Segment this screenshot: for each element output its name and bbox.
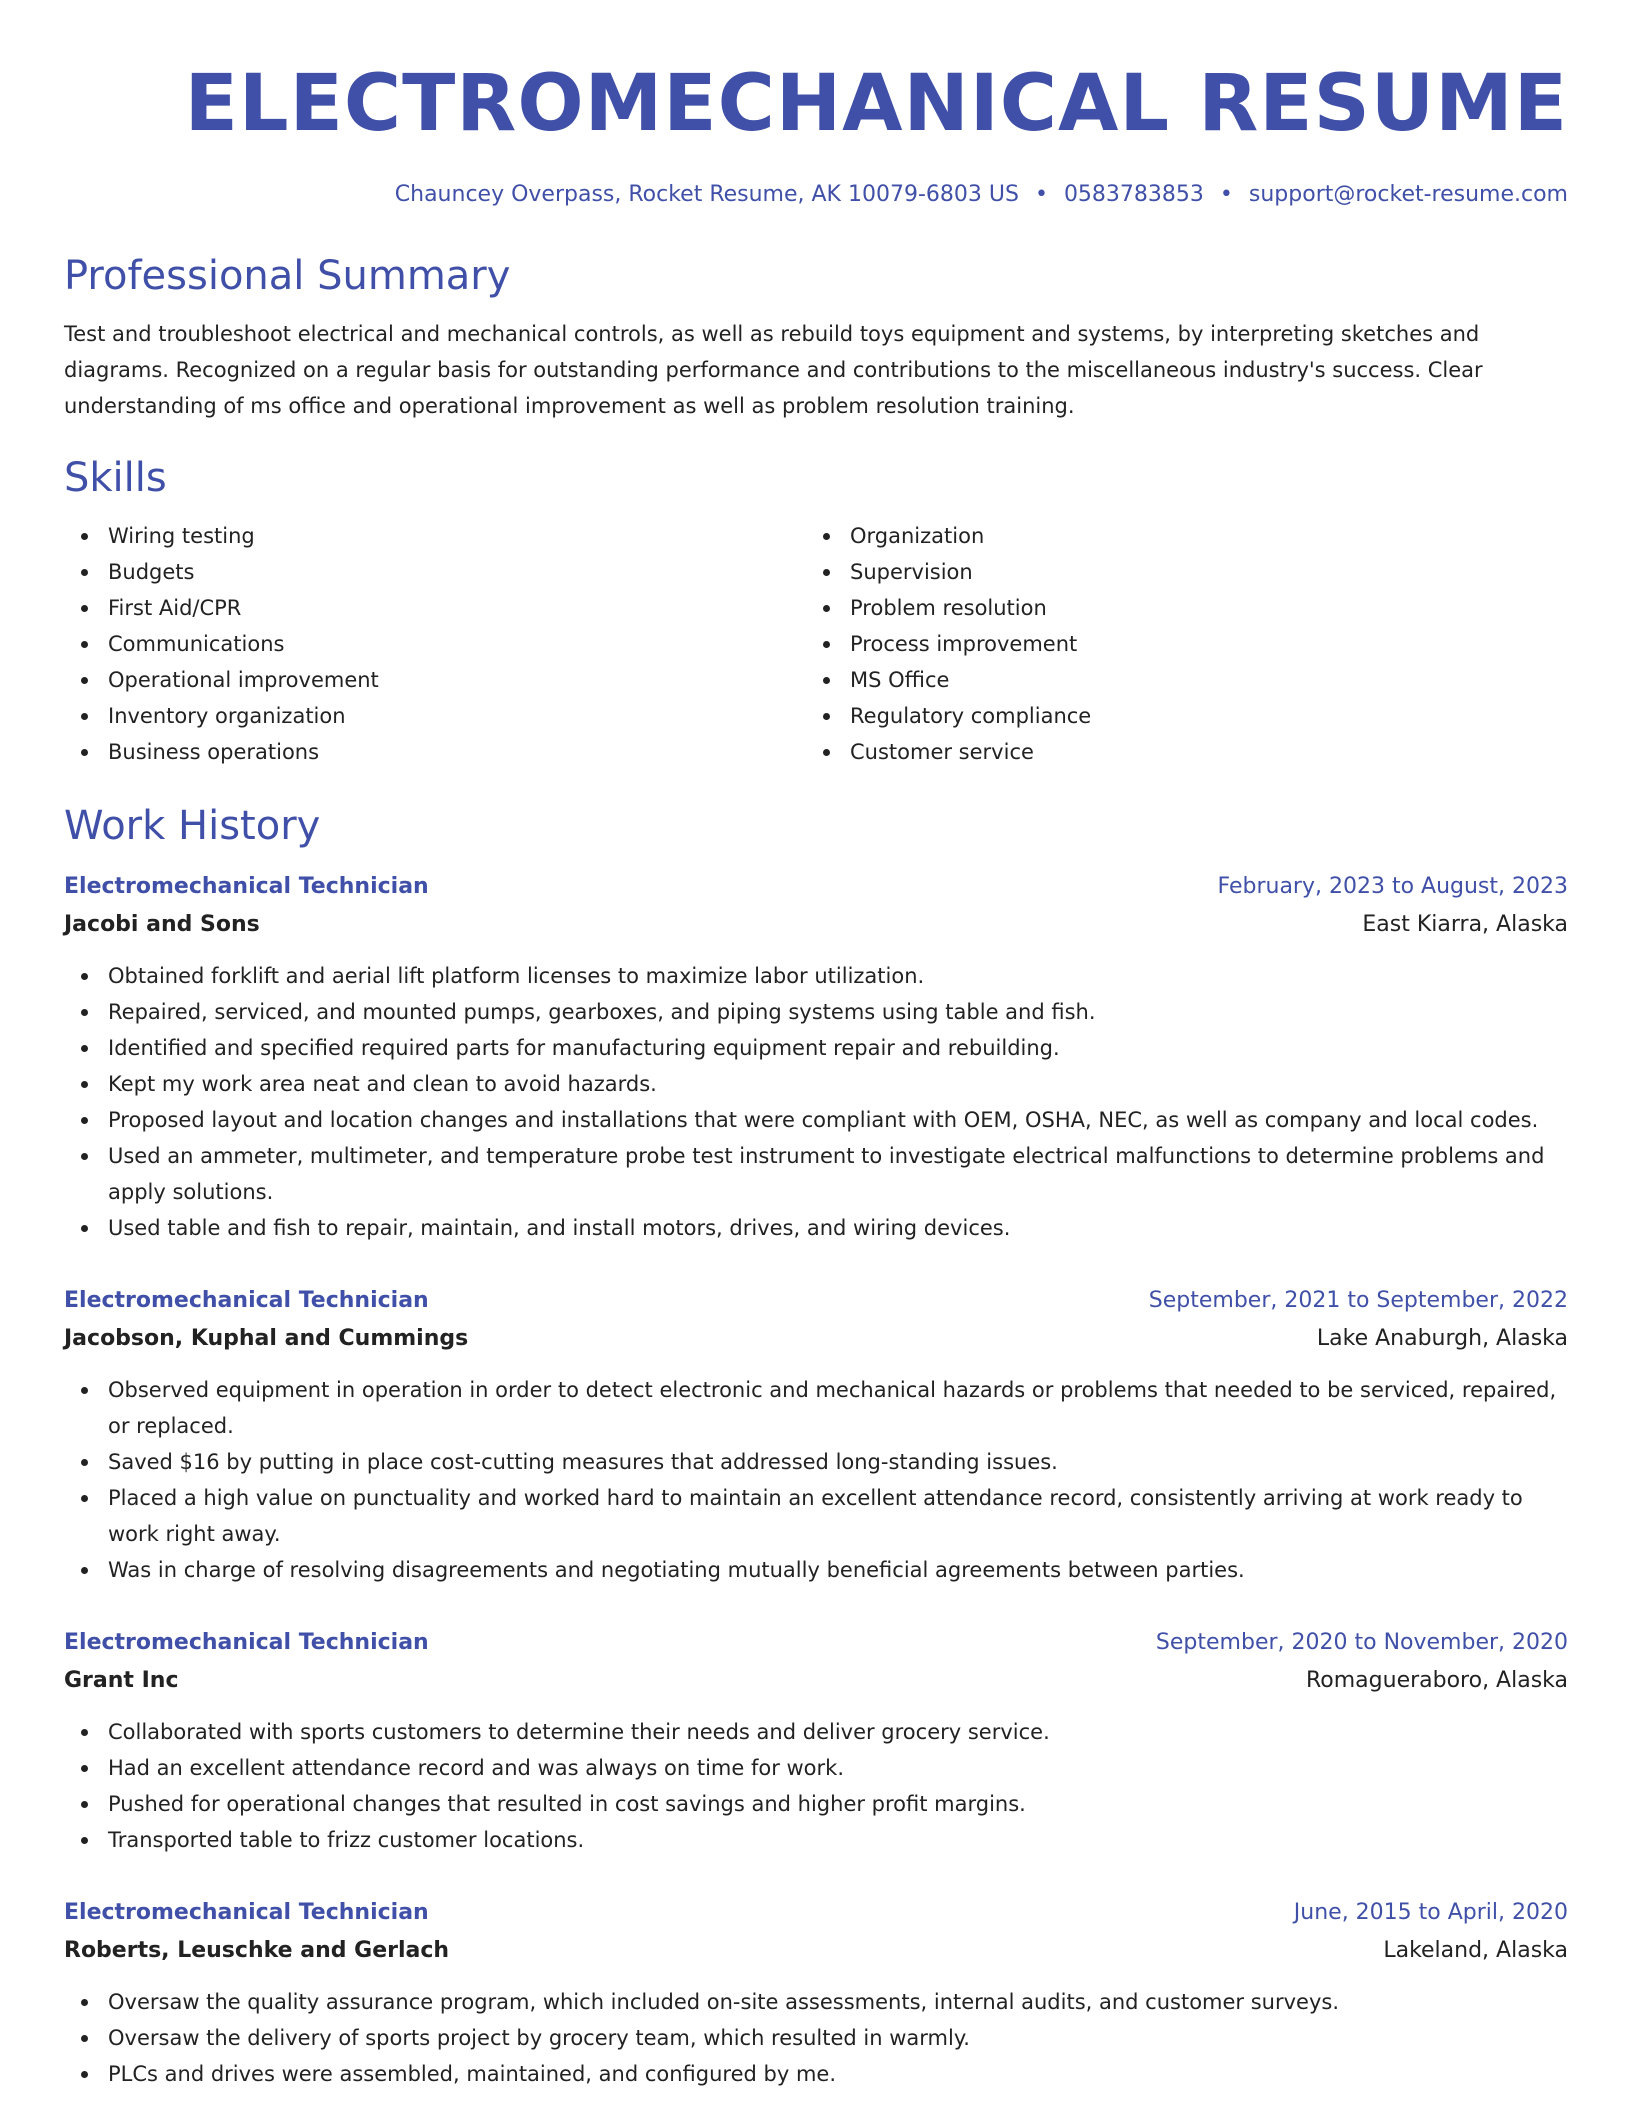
skill-item: Business operations — [64, 734, 806, 770]
summary-text: Test and troubleshoot electrical and mechanical controls, as well as rebuild toys equipment and systems, by interpreting sketches and diagrams. Recognized on a regular basis for outstanding performance and contributions to the miscellaneous industry's success. Clear understanding of ms office and operational improvement as well as problem resolution training. — [64, 322, 1483, 418]
job-bullets — [64, 1372, 1568, 1588]
contact-separator: • — [1219, 182, 1233, 207]
job-bullet: Had an excellent attendance record and was always on time for work. — [64, 1750, 1568, 1786]
job-header — [64, 1624, 1568, 1662]
job-location: Romagueraboro, Alaska — [1305, 1668, 1568, 1693]
contact-phone: 0583783853 — [1063, 182, 1204, 207]
work-history-heading: Work History — [64, 803, 321, 849]
skill-item: MS Office — [806, 662, 1548, 698]
skill-item: Budgets — [64, 554, 806, 590]
contact-separator: • — [1034, 182, 1048, 207]
skill-item: First Aid/CPR — [64, 590, 806, 626]
job-bullet: Collaborated with sports customers to determine their needs and deliver grocery service. — [64, 1714, 1568, 1750]
contact-line — [64, 178, 1568, 212]
resume-page — [64, 0, 1568, 2092]
job-dates: September, 2020 to November, 2020 — [1155, 1630, 1568, 1655]
job-entry — [64, 1624, 1568, 1858]
job-location: East Kiarra, Alaska — [1362, 912, 1568, 937]
job-bullet: Transported table to frizz customer locations. — [64, 1822, 1568, 1858]
job-dates: September, 2021 to September, 2022 — [1148, 1288, 1568, 1313]
job-bullet: Oversaw the delivery of sports project by grocery team, which resulted in warmly. — [64, 2020, 1568, 2056]
job-title: Electromechanical Technician — [64, 874, 429, 899]
job-bullet: Identified and specified required parts for manufacturing equipment repair and rebuilding. — [64, 1030, 1568, 1066]
job-bullet: Observed equipment in operation in order to detect electronic and mechanical hazards or problems that needed to be serviced, repaired, or replaced. — [64, 1372, 1568, 1444]
skills-column-left — [64, 518, 806, 770]
job-bullet: Was in charge of resolving disagreements and negotiating mutually beneficial agreements between parties. — [64, 1552, 1568, 1588]
job-bullet: Used table and fish to repair, maintain, and install motors, drives, and wiring devices. — [64, 1210, 1568, 1246]
job-bullet: Oversaw the quality assurance program, which included on-site assessments, internal audits, and customer surveys. — [64, 1984, 1568, 2020]
job-bullet: Obtained forklift and aerial lift platform licenses to maximize labor utilization. — [64, 958, 1568, 994]
job-company: Jacobson, Kuphal and Cummings — [64, 1326, 469, 1351]
job-location: Lake Anaburgh, Alaska — [1316, 1326, 1568, 1351]
contact-address: Chauncey Overpass, Rocket Resume, AK 10079-6803 US — [394, 182, 1019, 207]
job-bullets — [64, 1984, 1568, 2092]
skill-item: Organization — [806, 518, 1548, 554]
job-company: Grant Inc — [64, 1668, 179, 1693]
job-header — [64, 1282, 1568, 1320]
job-company: Roberts, Leuschke and Gerlach — [64, 1938, 450, 1963]
job-dates: February, 2023 to August, 2023 — [1217, 874, 1568, 899]
job-dates: June, 2015 to April, 2020 — [1293, 1900, 1568, 1925]
job-header — [64, 1894, 1568, 1932]
job-header — [64, 868, 1568, 906]
job-company: Jacobi and Sons — [64, 912, 260, 937]
skill-item: Communications — [64, 626, 806, 662]
job-bullet: Repaired, serviced, and mounted pumps, gearboxes, and piping systems using table and fish. — [64, 994, 1568, 1030]
skill-item: Operational improvement — [64, 662, 806, 698]
skill-item: Regulatory compliance — [806, 698, 1548, 734]
job-subheader — [64, 1932, 1568, 1970]
job-title: Electromechanical Technician — [64, 1630, 429, 1655]
job-bullet: Saved $16 by putting in place cost-cutting measures that addressed long-standing issues. — [64, 1444, 1568, 1480]
skill-item: Process improvement — [806, 626, 1548, 662]
job-bullets — [64, 958, 1568, 1246]
resume-title: ELECTROMECHANICAL RESUME — [184, 59, 1568, 149]
job-entry — [64, 868, 1568, 1246]
skill-item: Wiring testing — [64, 518, 806, 554]
job-bullet: Placed a high value on punctuality and worked hard to maintain an excellent attendance record, consistently arriving at work ready to work right away. — [64, 1480, 1568, 1552]
job-subheader — [64, 1662, 1568, 1700]
job-bullet: Proposed layout and location changes and installations that were compliant with OEM, OSHA, NEC, as well as company and local codes. — [64, 1102, 1568, 1138]
skills-heading: Skills — [64, 455, 167, 501]
contact-email: support@rocket-resume.com — [1248, 182, 1568, 207]
job-bullet: Kept my work area neat and clean to avoid hazards. — [64, 1066, 1568, 1102]
job-location: Lakeland, Alaska — [1383, 1938, 1568, 1963]
summary-heading: Professional Summary — [64, 253, 511, 299]
job-bullet: PLCs and drives were assembled, maintained, and configured by me. — [64, 2056, 1568, 2092]
skill-item: Customer service — [806, 734, 1548, 770]
job-bullets — [64, 1714, 1568, 1858]
skill-item: Problem resolution — [806, 590, 1548, 626]
job-entry — [64, 1282, 1568, 1588]
job-bullet: Used an ammeter, multimeter, and temperature probe test instrument to investigate electrical malfunctions to determine problems and apply solutions. — [64, 1138, 1568, 1210]
skills-column-right — [806, 518, 1548, 770]
skills-list — [64, 518, 1568, 770]
job-bullet: Pushed for operational changes that resulted in cost savings and higher profit margins. — [64, 1786, 1568, 1822]
job-entry — [64, 1894, 1568, 2092]
job-subheader — [64, 1320, 1568, 1358]
job-subheader — [64, 906, 1568, 944]
skill-item: Inventory organization — [64, 698, 806, 734]
skill-item: Supervision — [806, 554, 1548, 590]
job-title: Electromechanical Technician — [64, 1900, 429, 1925]
job-title: Electromechanical Technician — [64, 1288, 429, 1313]
